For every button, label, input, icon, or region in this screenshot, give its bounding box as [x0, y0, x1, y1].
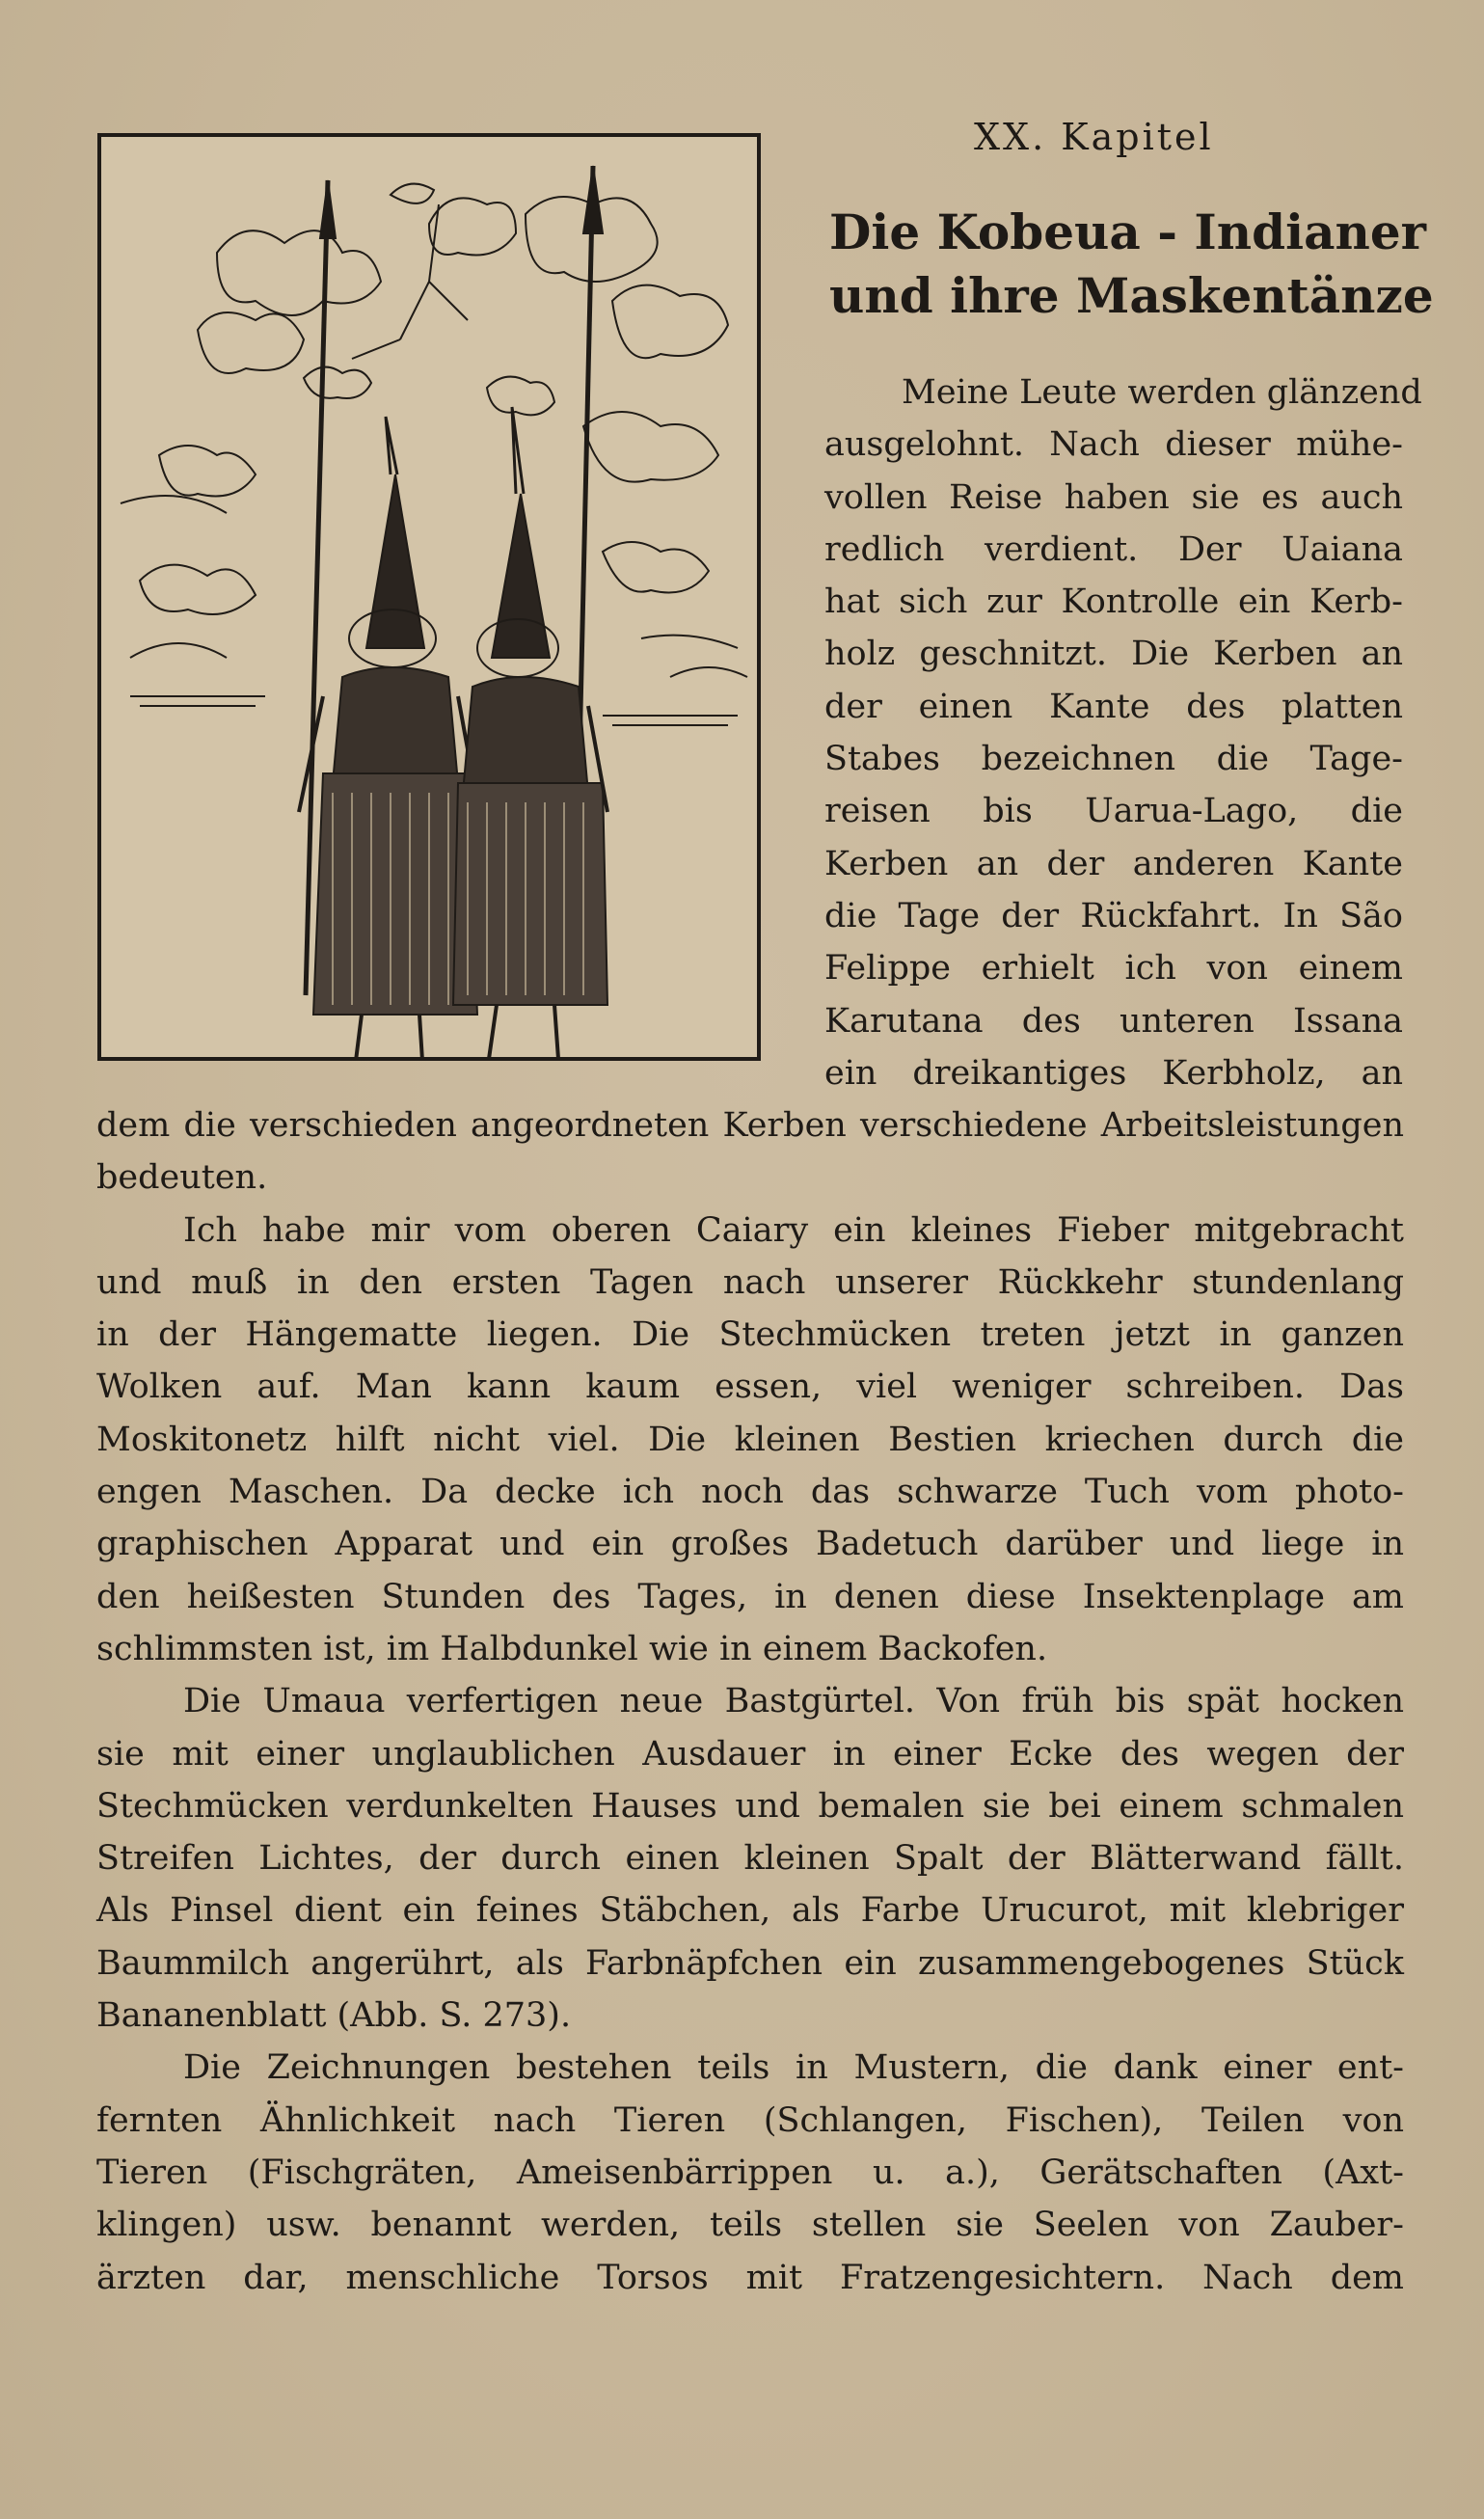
text-line: Streifen Lichtes, der durch einen kleinen Spalt der Blätterwand fällt.: [96, 1839, 1404, 1879]
chapter-title-line: und ihre Maskentänze: [829, 267, 1434, 324]
text-line: engen Maschen. Da decke ich noch das schwarze Tuch vom photo-: [96, 1473, 1404, 1512]
text-line: Felippe erhielt ich von einem: [824, 949, 1403, 989]
text-line: Die Zeichnungen bestehen teils in Mustern, die dank einer ent-: [183, 2048, 1404, 2088]
text-line: dem die verschieden angeordneten Kerben verschiedene Arbeitsleistungen: [96, 1106, 1404, 1145]
text-line: Ich habe mir vom oberen Caiary ein kleines Fieber mitgebracht: [183, 1210, 1404, 1250]
text-line: ausgelohnt. Nach dieser mühe-: [824, 425, 1403, 465]
masked-dancers-illustration: [101, 137, 757, 1057]
chapter-title: [829, 201, 1434, 328]
text-line: holz geschnitzt. Die Kerben an: [824, 635, 1403, 674]
chapter-heading: XX. Kapitel: [974, 116, 1214, 158]
text-line: Wolken auf. Man kann kaum essen, viel weniger schreiben. Das: [96, 1368, 1404, 1407]
text-line: Moskitonetz hilft nicht viel. Die kleinen Bestien kriechen durch die: [96, 1420, 1404, 1459]
text-line: bedeuten.: [96, 1158, 268, 1198]
text-line: ein dreikantiges Kerbholz, an: [824, 1053, 1403, 1093]
text-line: ärzten dar, menschliche Torsos mit Fratzengesichtern. Nach dem: [96, 2258, 1404, 2297]
text-line: Kerben an der anderen Kante: [824, 844, 1403, 883]
side-text-column: [824, 366, 1422, 1099]
text-line: Die Umaua verfertigen neue Bastgürtel. Von früh bis spät hocken: [183, 1682, 1404, 1721]
text-line: schlimmsten ist, im Halbdunkel wie in einem Backofen.: [96, 1629, 1048, 1668]
text-line: und muß in den ersten Tagen nach unserer Rückkehr stundenlang: [96, 1262, 1404, 1302]
text-line: sie mit einer unglaublichen Ausdauer in einer Ecke des wegen der: [96, 1734, 1404, 1774]
text-line: Als Pinsel dient ein feines Stäbchen, als Farbe Urucurot, mit klebriger: [96, 1891, 1404, 1931]
illustration-frame: [97, 133, 761, 1061]
full-text-block: [96, 1099, 1404, 2304]
text-line: vollen Reise haben sie es auch: [824, 477, 1403, 517]
text-line: Karutana des unteren Issana: [824, 1001, 1403, 1041]
text-line: in der Hängematte liegen. Die Stechmücken treten jetzt in ganzen: [96, 1315, 1404, 1355]
text-line: reisen bis Uarua-Lago, die: [824, 792, 1403, 831]
text-line: Bananenblatt (Abb. S. 273).: [96, 1996, 572, 2036]
text-line: Stabes bezeichnen die Tage-: [824, 740, 1403, 779]
text-line: Meine Leute werden glänzend: [902, 373, 1422, 412]
text-line: Tieren (Fischgräten, Ameisenbärrippen u. a.), Gerätschaften (Axt-: [96, 2153, 1404, 2192]
text-line: die Tage der Rückfahrt. In São: [824, 896, 1403, 935]
text-line: graphischen Apparat und ein großes Badetuch darüber und liege in: [96, 1525, 1404, 1564]
text-line: den heißesten Stunden des Tages, in denen diese Insektenplage am: [96, 1577, 1404, 1616]
text-line: Baummilch angerührt, als Farbnäpfchen ein zusammengebogenes Stück: [96, 1943, 1404, 1983]
text-line: Stechmücken verdunkelten Hauses und bemalen sie bei einem schmalen: [96, 1786, 1404, 1826]
text-line: redlich verdient. Der Uaiana: [824, 529, 1403, 569]
text-line: fernten Ähnlichkeit nach Tieren (Schlangen, Fischen), Teilen von: [96, 2100, 1404, 2140]
text-line: hat sich zur Kontrolle ein Kerb-: [824, 582, 1403, 622]
text-line: klingen) usw. benannt werden, teils stellen sie Seelen von Zauber-: [96, 2206, 1404, 2245]
chapter-title-line: Die Kobeua - Indianer: [829, 203, 1426, 260]
text-line: der einen Kante des platten: [824, 687, 1403, 726]
